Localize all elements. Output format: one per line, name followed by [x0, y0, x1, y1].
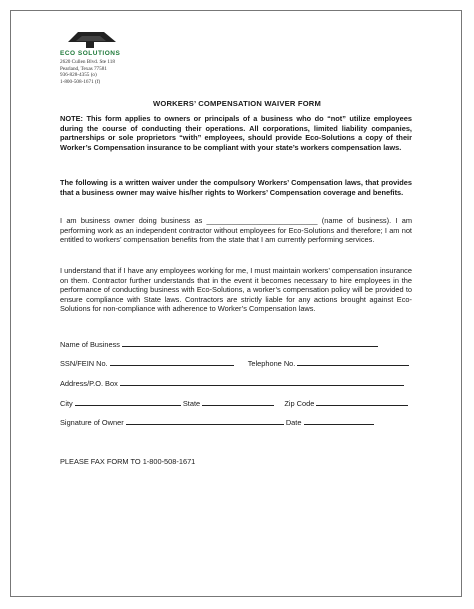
company-fax: 1-800-508-1671 (f): [60, 78, 101, 85]
date-label: Date: [285, 418, 302, 427]
telephone-field[interactable]: [297, 357, 409, 366]
note-paragraph: NOTE: This form applies to owners or principals of a business who do “not” utilize employees during the course of conducting their operations. All corporations, limited liability companies, partnerships or sole proprietors “with” employees, should provide Eco-Solutions a copy of their Worker’s Compensation insurance to be compliant with your state’s workers compensation laws.: [60, 114, 412, 152]
signature-date-row: [60, 416, 374, 427]
company-address-line: 2620 Cullen Blvd. Ste 118: [60, 59, 115, 65]
state-field[interactable]: [202, 397, 274, 406]
name-of-business-row: [60, 338, 378, 349]
company-name: ECO SOLUTIONS: [60, 50, 121, 57]
signature-label: Signature of Owner: [60, 418, 124, 427]
city-field[interactable]: [75, 397, 181, 406]
address-field[interactable]: [120, 377, 404, 386]
form-title: WORKERS’ COMPENSATION WAIVER FORM: [152, 99, 322, 108]
house-roof-icon: [60, 30, 122, 50]
date-field[interactable]: [304, 416, 374, 425]
zip-field[interactable]: [316, 397, 408, 406]
company-address-line: Pearland, Texas 77581: [60, 65, 107, 72]
fax-instruction: PLEASE FAX FORM TO 1-800-508-1671: [60, 457, 196, 466]
company-phone: 936-828-4355 (o): [60, 72, 97, 78]
company-logo: [60, 30, 122, 50]
state-label: State: [182, 399, 201, 408]
telephone-label: Telephone No.: [247, 359, 296, 368]
statement-paragraph-1: I am business owner doing business as ___________________________ (name of business). I am performing work as an independent contractor without employees for Eco-Solutions and therefore; I am not entitled to workers’ compensation benefits from the state that I am currently performing services.: [60, 216, 412, 244]
name-of-business-label: Name of Business: [60, 340, 120, 349]
zip-label: Zip Code: [284, 399, 315, 408]
ssn-fein-field[interactable]: [110, 357, 234, 366]
address-label: Address/P.O. Box: [60, 379, 118, 388]
name-of-business-field[interactable]: [122, 338, 378, 347]
statement-paragraph-2: I understand that if I have any employees working for me, I must maintain workers’ compensation insurance on them. Contractor further understands that in the event it becomes necessary to hire employees in the performance of conducting business with Eco-Solutions, a worker’s compensation policy will be provided to ensure compliance with State laws. Contractors are strictly liable for any actions brought against Eco-Solutions for non-compliance with adherence to Worker’s Compensation laws.: [60, 266, 412, 313]
ssn-fein-label: SSN/FEIN No.: [60, 359, 108, 368]
city-state-zip-row: [60, 397, 408, 408]
ssn-telephone-row: [60, 357, 409, 368]
address-row: [60, 377, 404, 388]
city-label: City: [60, 399, 73, 408]
signature-field[interactable]: [126, 416, 284, 425]
waiver-intro-paragraph: The following is a written waiver under the compulsory Workers’ Compensation laws, that provides that a business owner may waive his/her rights to Workers’ Compensation coverage and benefits.: [60, 178, 412, 197]
